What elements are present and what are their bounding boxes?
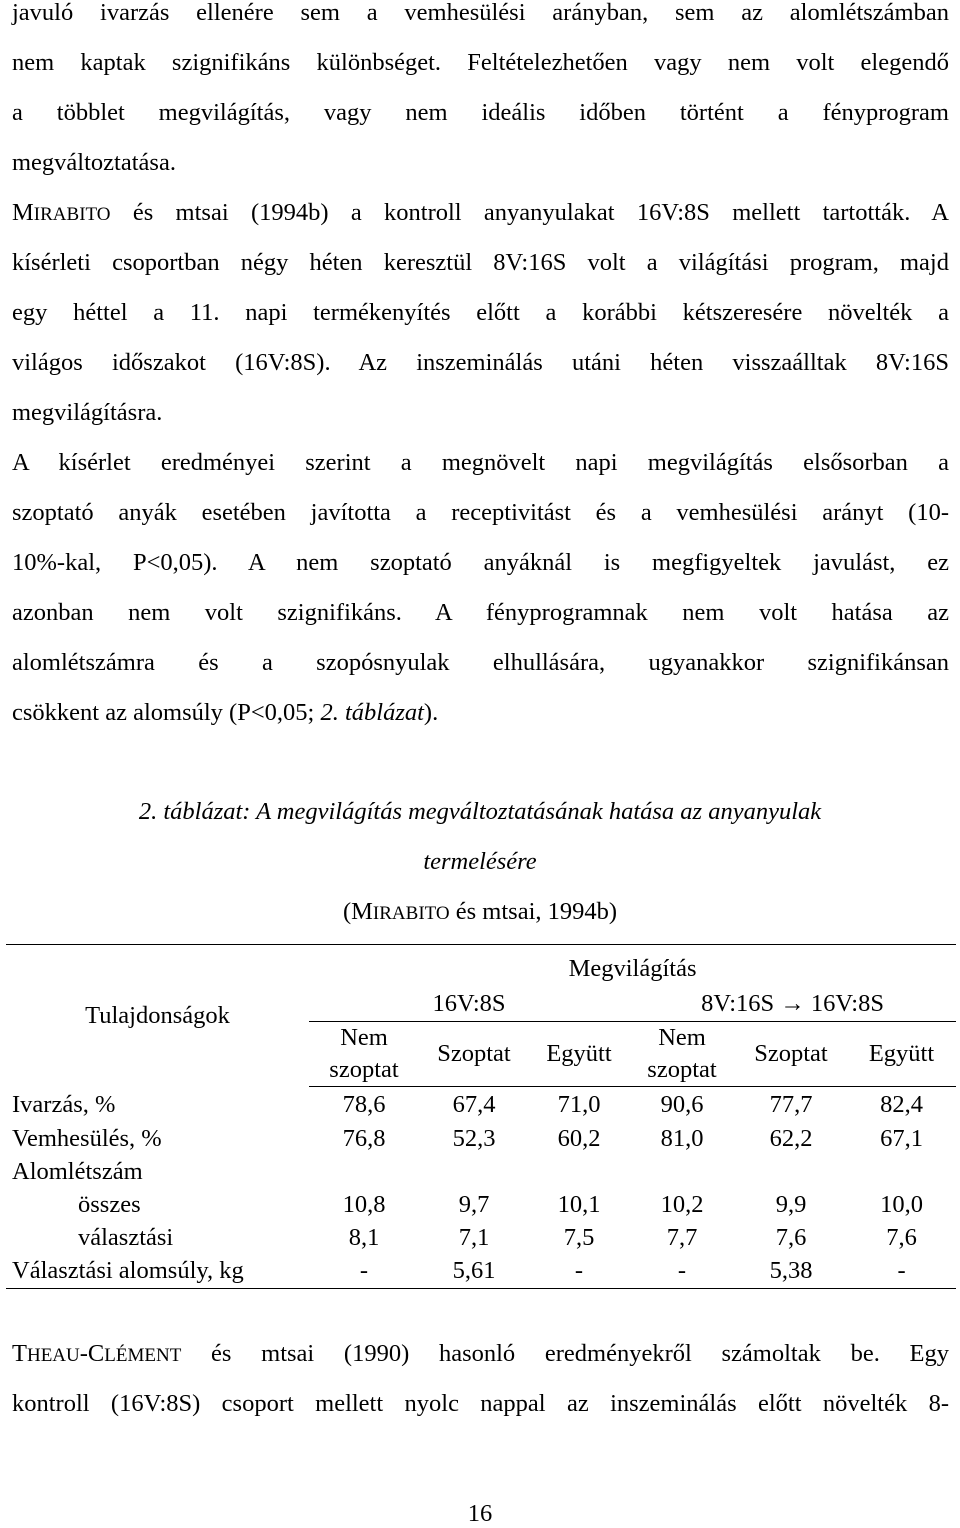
page-number: 16 <box>467 1500 493 1527</box>
table-row <box>6 1222 956 1255</box>
table-header-row <box>6 945 956 988</box>
table-cell: 90,6 <box>660 1090 704 1118</box>
paragraph-continuation <box>12 0 949 188</box>
text-line: a többlet megvilágítás, vagy nem ideális időben történt a fényprogram <box>12 99 949 126</box>
table-cell: 82,4 <box>880 1090 923 1118</box>
table-cell: 5,61 <box>419 1255 529 1289</box>
table-cell: 76,8 <box>342 1125 386 1152</box>
column-header-nem-szoptat: Nem szoptat <box>629 1022 735 1087</box>
column-header-egyutt: Együtt <box>529 1022 629 1087</box>
table-cell: 71,0 <box>557 1090 601 1118</box>
text-line: THEAU-CLÉMENT és mtsai (1990) hasonló eredményekről számoltak be. Egy <box>12 1340 949 1367</box>
row-label: Alomlétszám <box>12 1158 143 1185</box>
column-group-8v16s-to-16v8s: 8V:16S → 16V:8S <box>629 987 956 1022</box>
text-line: MIRABITO és mtsai (1994b) a kontroll anyanyulakat 16V:8S mellett tartották. A <box>12 199 949 226</box>
table-cell: - <box>847 1255 956 1289</box>
text-line: javuló ivarzás ellenére sem a vemhesülési arányban, sem az alomlétszámban <box>12 0 949 26</box>
column-header-szoptat: Szoptat <box>419 1022 529 1087</box>
table-cell: 9,9 <box>775 1191 807 1218</box>
paragraph-mirabito <box>12 188 949 438</box>
table-cell: 67,1 <box>880 1125 923 1152</box>
table-cell: 9,7 <box>458 1191 490 1218</box>
column-group-16v8s: 16V:8S <box>309 987 629 1022</box>
table-caption-continued: termelésére <box>423 848 537 875</box>
table-cell: 7,5 <box>563 1224 595 1251</box>
table-cell: 10,8 <box>342 1191 386 1218</box>
author-name: THEAU-CLÉMENT <box>12 1340 182 1367</box>
table-row <box>6 1189 956 1222</box>
table-cell: 7,1 <box>458 1224 490 1251</box>
text-line: egy héttel a 11. napi termékenyítés előtt a korábbi kétszeresére növelték a <box>12 299 949 326</box>
table-source: (MIRABITO és mtsai, 1994b) <box>342 898 618 925</box>
table-cell: 60,2 <box>557 1125 601 1152</box>
results-table <box>6 944 956 1289</box>
table-cell: 10,0 <box>880 1191 923 1218</box>
text-line: kontroll (16V:8S) csoport mellett nyolc nappal az inszeminálás előtt növelték 8- <box>12 1390 949 1417</box>
table-row <box>6 1123 956 1156</box>
column-header-nem-szoptat: Nem szoptat <box>309 1022 419 1087</box>
paragraph-results <box>12 438 949 738</box>
table-caption: 2. táblázat: A megvilágítás megváltoztatásának hatása az anyanyulak <box>138 798 822 825</box>
text-line: kísérleti csoportban négy héten keresztül 8V:16S volt a világítási program, majd <box>12 249 949 276</box>
text-line: nem kaptak szignifikáns különbséget. Feltételezhetően vagy nem volt elegendő <box>12 49 949 76</box>
table-cell: 52,3 <box>452 1125 496 1152</box>
table-cell: 7,6 <box>886 1224 917 1251</box>
table-cell: 8,1 <box>348 1224 380 1251</box>
table-cell: 10,1 <box>557 1191 601 1218</box>
paragraph-theau-clement <box>12 1329 949 1429</box>
table-cell: - <box>629 1255 735 1289</box>
arrow-right-icon: → <box>780 990 805 1017</box>
row-label: Vemhesülés, % <box>12 1125 162 1152</box>
table-cell: 7,6 <box>775 1224 807 1251</box>
column-header-egyutt: Együtt <box>847 1022 956 1087</box>
text-line: megvilágításra. <box>12 399 163 426</box>
text-line: A kísérlet eredményei szerint a megnövelt napi megvilágítás elsősorban a <box>12 449 949 476</box>
table-cell: 78,6 <box>342 1090 386 1118</box>
table-cell: 7,7 <box>666 1224 698 1251</box>
table-cell: 5,38 <box>735 1255 847 1289</box>
row-label: Ivarzás, % <box>12 1090 116 1118</box>
table-cell: 67,4 <box>452 1090 496 1118</box>
text-line: világos időszakot (16V:8S). Az inszeminálás utáni héten visszaálltak 8V:16S <box>12 349 949 376</box>
table-row <box>6 1156 956 1189</box>
table-cell: 81,0 <box>660 1125 704 1152</box>
row-label: összes <box>78 1191 141 1218</box>
table-row <box>6 1087 956 1123</box>
table-cell: - <box>309 1255 419 1289</box>
column-header-szoptat: Szoptat <box>735 1022 847 1087</box>
text-line: csökkent az alomsúly (P<0,05; 2. táblázat). <box>12 699 439 726</box>
author-name: MIRABITO <box>12 199 111 226</box>
table-cell: 10,2 <box>660 1191 704 1218</box>
text-line: alomlétszámra és a szopósnyulak elhullására, ugyanakkor szignifikánsan <box>12 649 949 676</box>
table-cell: 62,2 <box>769 1125 813 1152</box>
text-line: szoptató anyák esetében javította a receptivitást és a vemhesülési arányt (10- <box>12 499 949 526</box>
table-cell: - <box>529 1255 629 1289</box>
column-header-lighting: Megvilágítás <box>309 945 956 988</box>
column-header-properties: Tulajdonságok <box>6 945 309 1087</box>
text-line: megváltoztatása. <box>12 149 176 176</box>
row-label: választási <box>78 1224 174 1251</box>
table-reference: 2. táblázat <box>320 699 424 726</box>
table-cell: 77,7 <box>769 1090 813 1118</box>
text-line: 10%-kal, P<0,05). A nem szoptató anyáknál is megfigyeltek javulást, ez <box>12 549 949 576</box>
table-row <box>6 1255 956 1289</box>
text-line: azonban nem volt szignifikáns. A fényprogramnak nem volt hatása az <box>12 599 949 626</box>
row-label: Választási alomsúly, kg <box>6 1255 309 1289</box>
